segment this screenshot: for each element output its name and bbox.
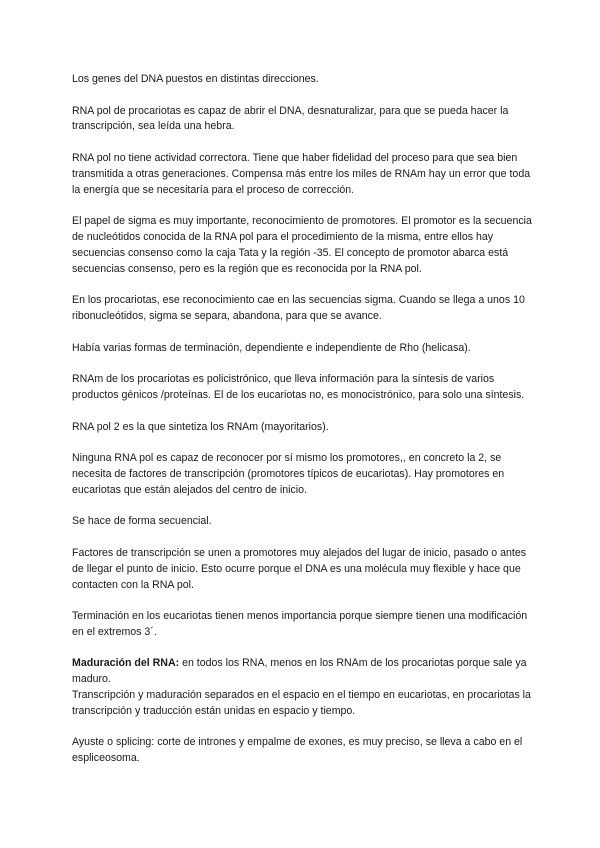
- paragraph-procariotas-reconocimiento: En los procariotas, ese reconocimiento cae en las secuencias sigma. Cuando se llega a unos 10 ribonucleótidos, sigma se separa, abandona, para que se avance.: [72, 294, 525, 322]
- paragraph-actividad-correctora: RNA pol no tiene actividad correctora. Tiene que haber fidelidad del proceso para que sea bien transmitida a otras generaciones. Compensa más entre los miles de RNAm hay un error que toda la energía que se necesitaría para el proceso de corrección.: [72, 151, 531, 196]
- paragraph-rna-pol-procariotas: RNA pol de procariotas es capaz de abrir el DNA, desnaturalizar, para que se pueda hacer la transcripción, sea leída una hebra.: [72, 104, 509, 133]
- paragraph-maduracion: [72, 656, 540, 719]
- maduracion-heading: Maduración del RNA:: [72, 657, 180, 670]
- maduracion-text: en todos los RNA, menos en los RNAm de los procariotas porque sale ya maduro.: [72, 657, 527, 686]
- maduracion-line2: Transcripción y maduración separados en el espacio en el tiempo en eucariotas, en procariotas la transcripción y traducción están unidas en espacio y tiempo.: [72, 689, 531, 717]
- paragraph-promotores: Ninguna RNA pol es capaz de reconocer por sí mismo los promotores,, en concreto la 2, se necesita de factores de transcripción (promotores típicos de eucariotas). Hay promotores en eucariotas que están alejados del centro de inicio.: [72, 452, 505, 496]
- paragraph-terminacion: Había varias formas de terminación, dependiente e independiente de Rho (helicasa).: [72, 341, 471, 354]
- paragraph-factores-transcripcion: Factores de transcripción se unen a promotores muy alejados del lugar de inicio, pasado o antes de llegar el punto de inicio. Esto ocurre porque el DNA es una molécula muy flexible y hace que contacten con la RNA pol.: [72, 546, 527, 591]
- paragraph-rna-pol-2: RNA pol 2 es la que sintetiza los RNAm (mayoritarios).: [72, 420, 329, 433]
- paragraph-policistronico: RNAm de los procariotas es policistrónico, que lleva información para la síntesis de varios productos génicos /proteínas. El de los eucariotas no, es monocistrónico, para solo una síntesis.: [72, 373, 525, 401]
- paragraph-sigma: El papel de sigma es muy importante, reconocimiento de promotores. El promotor es la secuencia de nucleótidos conocida de la RNA pol para el procedimiento de la misma, entre ellos hay secuencias consenso como la caja Tata y la región -35. El concepto de promotor abarca está secuencias consenso, pero es la región que es reconocida por la RNA pol.: [72, 215, 532, 275]
- paragraph-terminacion-eucariotas: Terminación en los eucariotas tienen menos importancia porque siempre tienen una modificación en el extremos 3´.: [72, 610, 528, 638]
- paragraph-splicing: Ayuste o splicing: corte de intrones y empalme de exones, es muy preciso, se lleva a cabo en el espliceosoma.: [72, 736, 523, 765]
- paragraph-secuencial: Se hace de forma secuencial.: [72, 515, 212, 528]
- paragraph-genes: Los genes del DNA puestos en distintas direcciones.: [72, 73, 319, 85]
